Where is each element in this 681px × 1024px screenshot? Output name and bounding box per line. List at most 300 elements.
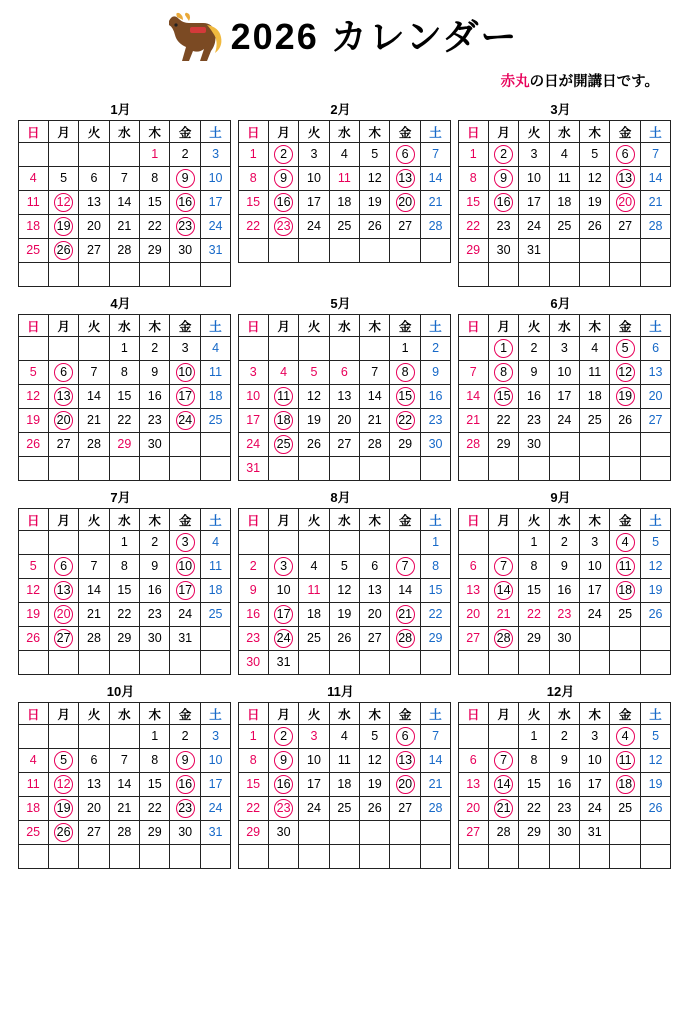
- day-number: 20: [390, 192, 419, 213]
- day-cell-empty: [580, 845, 610, 869]
- day-number: 24: [557, 413, 572, 427]
- weekday-header-cell: 木: [580, 121, 610, 143]
- day-number: 22: [246, 219, 261, 233]
- day-cell: [238, 627, 268, 651]
- day-cell-empty: [18, 337, 48, 361]
- month-calendar-table: [238, 508, 452, 675]
- day-cell-circled: [268, 409, 298, 433]
- day-cell-empty: [200, 457, 230, 481]
- day-cell: [140, 603, 170, 627]
- week-row: [18, 239, 231, 263]
- day-cell: [519, 627, 549, 651]
- month-block: [458, 293, 664, 481]
- day-number: 22: [390, 410, 419, 431]
- day-cell-empty: [329, 821, 359, 845]
- day-cell: [580, 725, 610, 749]
- week-row: [18, 725, 231, 749]
- day-number: 8: [489, 362, 518, 383]
- day-number: 14: [87, 389, 101, 403]
- day-number: 18: [610, 580, 639, 601]
- day-number: 12: [648, 559, 663, 573]
- day-number: 3: [212, 729, 220, 743]
- day-cell: [109, 239, 139, 263]
- week-row: [18, 433, 231, 457]
- week-row: [18, 337, 231, 361]
- day-cell-circled: [610, 191, 640, 215]
- day-cell: [519, 433, 549, 457]
- day-cell: [18, 773, 48, 797]
- day-cell: [79, 579, 109, 603]
- weekday-header-cell: 土: [640, 703, 670, 725]
- day-cell-circled: [170, 361, 200, 385]
- day-cell: [420, 143, 450, 167]
- day-cell: [200, 797, 230, 821]
- day-cell: [329, 579, 359, 603]
- page-header: [0, 0, 681, 68]
- day-cell: [140, 555, 170, 579]
- day-number: 14: [428, 171, 443, 185]
- day-number: 12: [49, 774, 78, 795]
- day-number: 31: [178, 631, 193, 645]
- day-number: 17: [246, 413, 261, 427]
- weekday-header-cell: 日: [238, 703, 268, 725]
- day-number: 13: [390, 168, 419, 189]
- week-row: [458, 749, 671, 773]
- day-cell-empty: [268, 845, 298, 869]
- day-cell-empty: [549, 457, 579, 481]
- day-number: 22: [527, 607, 541, 621]
- day-number: 18: [26, 801, 41, 815]
- month-title: 12月: [546, 684, 575, 699]
- day-cell: [79, 749, 109, 773]
- day-number: 23: [557, 607, 572, 621]
- week-row: [18, 555, 231, 579]
- day-cell: [299, 627, 329, 651]
- day-cell-circled: [268, 555, 298, 579]
- day-number: 21: [87, 607, 101, 621]
- day-cell: [458, 749, 488, 773]
- day-number: 31: [527, 243, 541, 257]
- day-cell: [18, 385, 48, 409]
- day-number: 1: [432, 535, 440, 549]
- weekday-header-cell: 水: [329, 703, 359, 725]
- day-cell: [109, 385, 139, 409]
- day-cell-empty: [640, 457, 670, 481]
- month-title: 9月: [550, 490, 571, 505]
- month-calendar-table: [458, 120, 672, 287]
- day-number: 9: [489, 168, 518, 189]
- day-cell: [238, 821, 268, 845]
- day-number: 19: [367, 777, 382, 791]
- day-number: 13: [466, 777, 481, 791]
- day-cell-empty: [360, 457, 390, 481]
- day-number: 5: [310, 365, 318, 379]
- day-number: 27: [367, 631, 382, 645]
- day-number: 19: [49, 798, 78, 819]
- day-number: 28: [367, 437, 382, 451]
- weekday-header-cell: 火: [299, 315, 329, 337]
- week-row: [458, 821, 671, 845]
- weekday-header-cell: 火: [519, 509, 549, 531]
- day-number: 1: [469, 147, 477, 161]
- day-cell-circled: [488, 797, 518, 821]
- day-number: 27: [56, 437, 71, 451]
- day-cell-circled: [488, 337, 518, 361]
- day-cell-circled: [48, 239, 78, 263]
- day-number: 8: [120, 559, 128, 573]
- day-number: 11: [337, 171, 351, 185]
- day-number: 26: [307, 437, 321, 451]
- weekday-header-cell: 日: [18, 121, 48, 143]
- weekday-header-cell: 金: [610, 121, 640, 143]
- day-cell: [549, 361, 579, 385]
- weekday-header-cell: 金: [390, 509, 420, 531]
- day-number: 2: [530, 341, 538, 355]
- day-cell: [238, 749, 268, 773]
- day-number: 30: [276, 825, 291, 839]
- day-cell-empty: [519, 845, 549, 869]
- weekday-header-row: [458, 121, 671, 143]
- day-cell: [519, 409, 549, 433]
- day-cell-empty: [519, 457, 549, 481]
- day-cell: [420, 385, 450, 409]
- day-number: 7: [432, 147, 440, 161]
- day-cell: [268, 579, 298, 603]
- day-number: 3: [269, 556, 298, 577]
- day-cell-empty: [329, 457, 359, 481]
- day-cell: [48, 433, 78, 457]
- day-cell-empty: [299, 821, 329, 845]
- weekday-header-cell: 水: [109, 703, 139, 725]
- week-row: [18, 773, 231, 797]
- day-cell-circled: [48, 579, 78, 603]
- month-title: 5月: [330, 296, 351, 311]
- day-cell-empty: [140, 651, 170, 675]
- day-cell: [140, 167, 170, 191]
- day-number: 4: [280, 365, 288, 379]
- day-number: 7: [371, 365, 379, 379]
- day-number: 10: [208, 753, 223, 767]
- day-cell-empty: [200, 627, 230, 651]
- day-cell: [109, 361, 139, 385]
- day-cell: [18, 579, 48, 603]
- day-cell-empty: [170, 845, 200, 869]
- weekday-header-cell: 土: [420, 703, 450, 725]
- day-cell: [390, 337, 420, 361]
- day-number: 4: [591, 341, 599, 355]
- day-cell-empty: [519, 263, 549, 287]
- day-cell: [238, 409, 268, 433]
- day-number: 3: [310, 147, 318, 161]
- day-number: 16: [557, 777, 572, 791]
- day-number: 11: [269, 386, 298, 407]
- day-cell: [420, 555, 450, 579]
- day-number: 8: [249, 171, 257, 185]
- day-number: 20: [49, 410, 78, 431]
- day-number: 17: [527, 195, 541, 209]
- day-cell: [109, 409, 139, 433]
- day-cell: [488, 603, 518, 627]
- weekday-header-cell: 月: [48, 121, 78, 143]
- day-number: 10: [527, 171, 541, 185]
- day-number: 15: [527, 777, 541, 791]
- day-number: 9: [269, 750, 298, 771]
- day-number: 3: [170, 532, 199, 553]
- day-number: 15: [147, 195, 162, 209]
- day-cell-circled: [170, 773, 200, 797]
- day-number: 26: [648, 607, 663, 621]
- week-row: [18, 457, 231, 481]
- day-cell-empty: [640, 627, 670, 651]
- week-row: [458, 725, 671, 749]
- day-cell: [238, 651, 268, 675]
- day-number: 3: [530, 147, 538, 161]
- weekday-header-cell: 日: [458, 121, 488, 143]
- day-cell-circled: [488, 773, 518, 797]
- day-cell: [519, 337, 549, 361]
- day-number: 6: [90, 171, 98, 185]
- day-cell-empty: [299, 651, 329, 675]
- day-number: 12: [26, 583, 41, 597]
- day-cell: [299, 385, 329, 409]
- day-cell-circled: [610, 773, 640, 797]
- day-number: 20: [87, 801, 101, 815]
- day-cell-circled: [268, 725, 298, 749]
- day-cell-empty: [488, 845, 518, 869]
- day-number: 6: [610, 144, 639, 165]
- day-cell: [420, 725, 450, 749]
- weekday-header-cell: 水: [329, 121, 359, 143]
- day-cell: [549, 385, 579, 409]
- day-cell: [360, 773, 390, 797]
- week-row: [458, 433, 671, 457]
- month-block: [18, 681, 224, 869]
- day-number: 21: [87, 413, 101, 427]
- day-number: 23: [147, 413, 162, 427]
- day-cell: [458, 627, 488, 651]
- day-cell: [18, 433, 48, 457]
- week-row: [18, 797, 231, 821]
- day-cell: [18, 555, 48, 579]
- day-cell: [420, 603, 450, 627]
- day-number: 1: [530, 729, 538, 743]
- weekday-header-row: [18, 315, 231, 337]
- day-number: 28: [390, 628, 419, 649]
- day-cell-empty: [109, 845, 139, 869]
- day-number: 20: [648, 389, 663, 403]
- day-cell-empty: [170, 651, 200, 675]
- weekday-header-row: [458, 509, 671, 531]
- day-cell: [140, 215, 170, 239]
- day-number: 31: [276, 655, 291, 669]
- week-row: [18, 821, 231, 845]
- day-number: 19: [648, 583, 663, 597]
- day-number: 21: [428, 777, 443, 791]
- day-cell: [519, 191, 549, 215]
- day-number: 6: [49, 362, 78, 383]
- day-number: 10: [246, 389, 261, 403]
- day-number: 14: [489, 774, 518, 795]
- day-cell: [420, 433, 450, 457]
- day-cell-empty: [18, 531, 48, 555]
- day-cell-empty: [79, 457, 109, 481]
- day-number: 19: [307, 413, 321, 427]
- day-cell-empty: [640, 821, 670, 845]
- day-number: 9: [560, 753, 568, 767]
- week-row: [18, 215, 231, 239]
- day-cell: [519, 725, 549, 749]
- day-number: 11: [610, 556, 639, 577]
- week-row: [238, 433, 451, 457]
- day-cell: [640, 167, 670, 191]
- day-cell-empty: [329, 531, 359, 555]
- day-cell: [458, 579, 488, 603]
- weekday-header-cell: 木: [360, 315, 390, 337]
- day-cell: [238, 773, 268, 797]
- month-calendar-table: [238, 314, 452, 481]
- day-cell-empty: [109, 263, 139, 287]
- day-cell: [79, 555, 109, 579]
- day-number: 27: [618, 219, 633, 233]
- day-number: 20: [466, 801, 481, 815]
- day-cell-empty: [238, 239, 268, 263]
- day-cell: [238, 215, 268, 239]
- month-title: 8月: [330, 490, 351, 505]
- week-row: [458, 457, 671, 481]
- day-number: 11: [557, 171, 571, 185]
- day-cell-empty: [390, 239, 420, 263]
- day-cell: [140, 433, 170, 457]
- weekday-header-cell: 水: [329, 315, 359, 337]
- day-number: 8: [249, 753, 257, 767]
- week-row: [18, 579, 231, 603]
- week-row: [458, 385, 671, 409]
- day-cell-circled: [48, 627, 78, 651]
- day-number: 11: [209, 559, 223, 573]
- day-cell: [140, 337, 170, 361]
- day-cell: [390, 797, 420, 821]
- day-number: 16: [428, 389, 443, 403]
- weekday-header-cell: 火: [79, 509, 109, 531]
- day-number: 9: [249, 583, 257, 597]
- day-cell-circled: [48, 797, 78, 821]
- day-cell-empty: [420, 651, 450, 675]
- day-number: 20: [87, 219, 101, 233]
- day-cell-circled: [390, 167, 420, 191]
- weekday-header-cell: 木: [140, 315, 170, 337]
- day-number: 26: [367, 219, 382, 233]
- day-cell-empty: [610, 433, 640, 457]
- day-number: 21: [428, 195, 443, 209]
- day-number: 15: [117, 389, 132, 403]
- day-cell: [580, 579, 610, 603]
- day-number: 5: [340, 559, 348, 573]
- day-cell-circled: [390, 191, 420, 215]
- day-number: 13: [466, 583, 481, 597]
- day-number: 18: [307, 607, 321, 621]
- day-cell-empty: [140, 457, 170, 481]
- day-number: 24: [269, 628, 298, 649]
- day-number: 16: [170, 192, 199, 213]
- day-cell: [299, 797, 329, 821]
- day-cell: [458, 433, 488, 457]
- weekday-header-cell: 土: [200, 315, 230, 337]
- day-cell: [519, 773, 549, 797]
- weekday-header-row: [238, 509, 451, 531]
- week-row: [238, 215, 451, 239]
- day-number: 13: [390, 750, 419, 771]
- day-number: 14: [117, 777, 132, 791]
- day-cell-empty: [109, 651, 139, 675]
- day-cell-empty: [79, 263, 109, 287]
- day-cell: [580, 603, 610, 627]
- day-cell-empty: [268, 337, 298, 361]
- day-cell-circled: [488, 191, 518, 215]
- day-number: 2: [249, 559, 257, 573]
- week-row: [238, 651, 451, 675]
- day-number: 7: [90, 365, 98, 379]
- weekday-header-cell: 日: [18, 315, 48, 337]
- day-number: 7: [489, 556, 518, 577]
- day-number: 12: [26, 389, 41, 403]
- day-number: 16: [269, 192, 298, 213]
- day-cell-circled: [268, 749, 298, 773]
- day-cell: [200, 143, 230, 167]
- day-cell-circled: [610, 555, 640, 579]
- day-cell: [360, 191, 390, 215]
- horse-icon: [163, 11, 225, 63]
- day-cell: [18, 797, 48, 821]
- weekday-header-cell: 金: [610, 509, 640, 531]
- day-cell: [299, 143, 329, 167]
- day-number: 24: [587, 801, 602, 815]
- weekday-header-cell: 火: [519, 121, 549, 143]
- day-cell: [580, 385, 610, 409]
- day-cell: [420, 749, 450, 773]
- day-cell: [329, 627, 359, 651]
- day-cell: [580, 797, 610, 821]
- day-number: 16: [147, 583, 162, 597]
- day-number: 17: [170, 580, 199, 601]
- months-grid: [0, 99, 681, 869]
- day-cell: [519, 797, 549, 821]
- day-cell: [170, 337, 200, 361]
- day-cell: [360, 385, 390, 409]
- weekday-header-row: [238, 703, 451, 725]
- day-cell: [519, 215, 549, 239]
- day-number: 18: [557, 195, 572, 209]
- day-cell-empty: [79, 651, 109, 675]
- week-row: [238, 361, 451, 385]
- day-cell-empty: [299, 337, 329, 361]
- day-cell: [420, 797, 450, 821]
- day-number: 17: [208, 777, 223, 791]
- day-number: 1: [401, 341, 409, 355]
- day-number: 30: [178, 825, 193, 839]
- weekday-header-cell: 土: [200, 509, 230, 531]
- day-number: 18: [26, 219, 41, 233]
- day-number: 21: [117, 219, 132, 233]
- day-cell: [519, 579, 549, 603]
- day-number: 26: [337, 631, 352, 645]
- week-row: [458, 603, 671, 627]
- day-cell: [549, 337, 579, 361]
- day-number: 10: [276, 583, 291, 597]
- day-cell-empty: [458, 263, 488, 287]
- weekday-header-cell: 月: [488, 509, 518, 531]
- day-number: 5: [591, 147, 599, 161]
- day-cell: [200, 531, 230, 555]
